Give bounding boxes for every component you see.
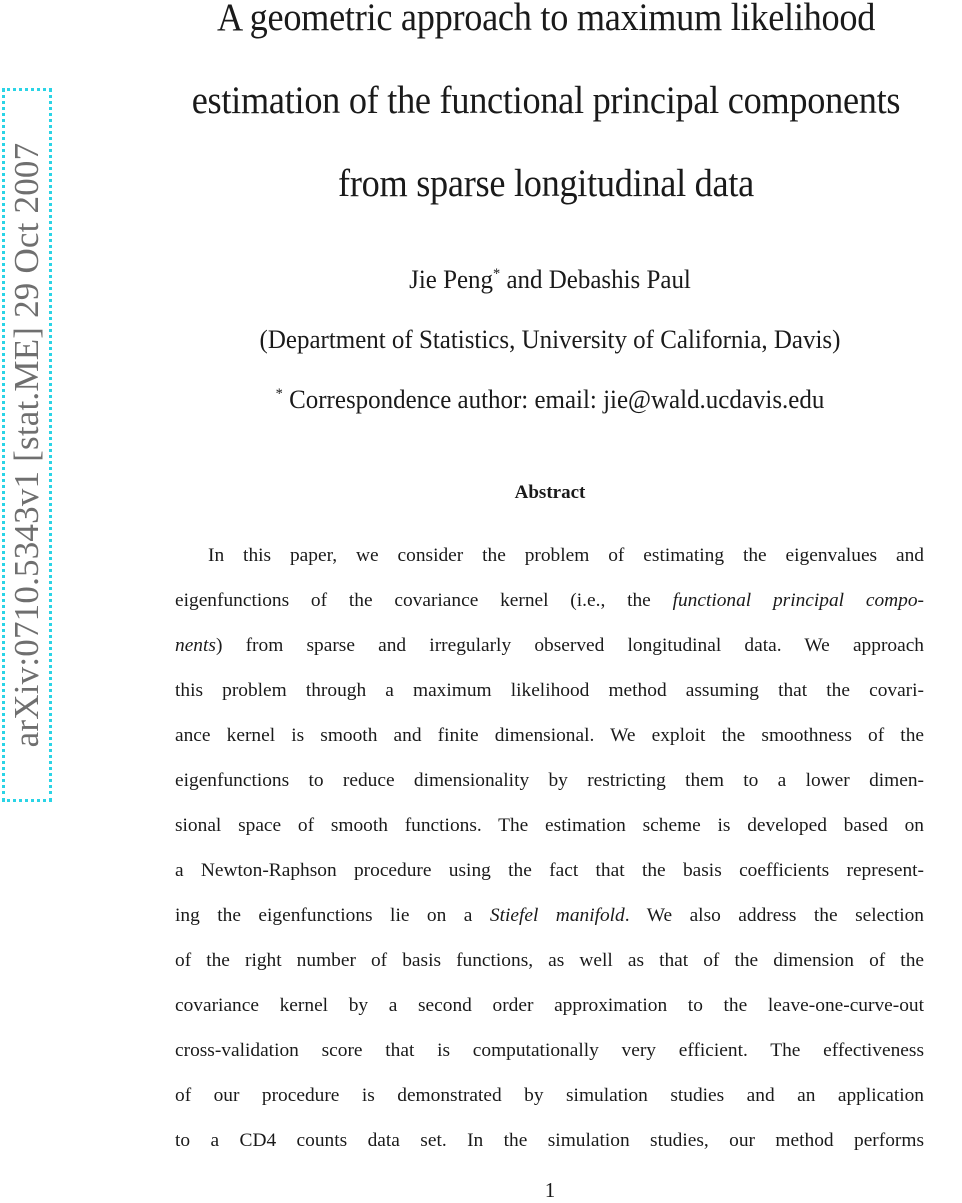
correspondence-note (147, 385, 953, 415)
text-run: this problem through a maximum likelihood method assuming that the covari- (175, 680, 924, 701)
abstract-line (175, 713, 924, 758)
abstract-line (175, 848, 924, 893)
title-line-2: estimation of the functional principal components (191, 79, 901, 122)
text-run: . We also address the selection (624, 905, 924, 926)
abstract-line (175, 578, 924, 623)
text-run: a Newton-Raphson procedure using the fact that the basis coefficients represent- (175, 860, 924, 881)
abstract-line (175, 1028, 924, 1073)
footnote-mark: * (275, 386, 283, 402)
author-list (147, 265, 953, 295)
text-run: sional space of smooth functions. The estimation scheme is developed based on (175, 815, 924, 836)
correspondence-text: Correspondence author: email: jie@wald.ucdavis.edu (282, 385, 825, 414)
author-name: Jie Peng (409, 265, 494, 294)
footnote-mark: * (493, 266, 501, 282)
text-run: eigenfunctions to reduce dimensionality by restricting them to a lower dimen- (175, 770, 924, 791)
text-run: ) from sparse and irregularly observed longitudinal data. We approach (215, 635, 924, 656)
abstract-line (175, 803, 924, 848)
abstract-line (175, 938, 924, 983)
abstract-line (175, 533, 924, 578)
text-run: covariance kernel by a second order approximation to the leave-one-curve-out (175, 995, 924, 1016)
italic-term: functional principal compo- (672, 590, 925, 611)
abstract-line (175, 983, 924, 1028)
title-line-3: from sparse longitudinal data (338, 162, 754, 205)
arxiv-identifier: arXiv:0710.5343v1 [stat.ME] 29 Oct 2007 (7, 142, 46, 748)
title-line-1: A geometric approach to maximum likelihood (216, 0, 876, 39)
abstract-heading: Abstract (514, 482, 586, 503)
text-run: ing the eigenfunctions lie on a (175, 905, 490, 926)
page-number: 1 (544, 1178, 556, 1202)
arxiv-stamp (2, 88, 52, 802)
abstract-line (175, 668, 924, 713)
abstract-line (175, 758, 924, 803)
text-run: In this paper, we consider the problem of estimating the eigenvalues and (208, 545, 924, 566)
author-connector: and (500, 265, 549, 294)
text-run: of our procedure is demonstrated by simulation studies and an application (175, 1085, 924, 1106)
abstract-line (175, 1073, 924, 1118)
text-run: eigenfunctions of the covariance kernel (i.e., the (175, 590, 673, 611)
author-name: Debashis Paul (548, 265, 691, 294)
text-run: ance kernel is smooth and finite dimensional. We exploit the smoothness of the (175, 725, 924, 746)
abstract-line (175, 893, 924, 938)
text-run: cross-validation score that is computationally very efficient. The effectiveness (175, 1040, 924, 1061)
italic-term: nents (175, 635, 216, 656)
text-run: of the right number of basis functions, as well as that of the dimension of the (175, 950, 924, 971)
italic-term: Stiefel manifold (489, 905, 625, 926)
abstract-line (175, 1118, 924, 1163)
text-run: to a CD4 counts data set. In the simulation studies, our method performs (175, 1130, 924, 1151)
abstract-body (175, 533, 924, 1163)
abstract-line (175, 623, 924, 668)
affiliation: (Department of Statistics, University of California, Davis) (259, 325, 841, 354)
